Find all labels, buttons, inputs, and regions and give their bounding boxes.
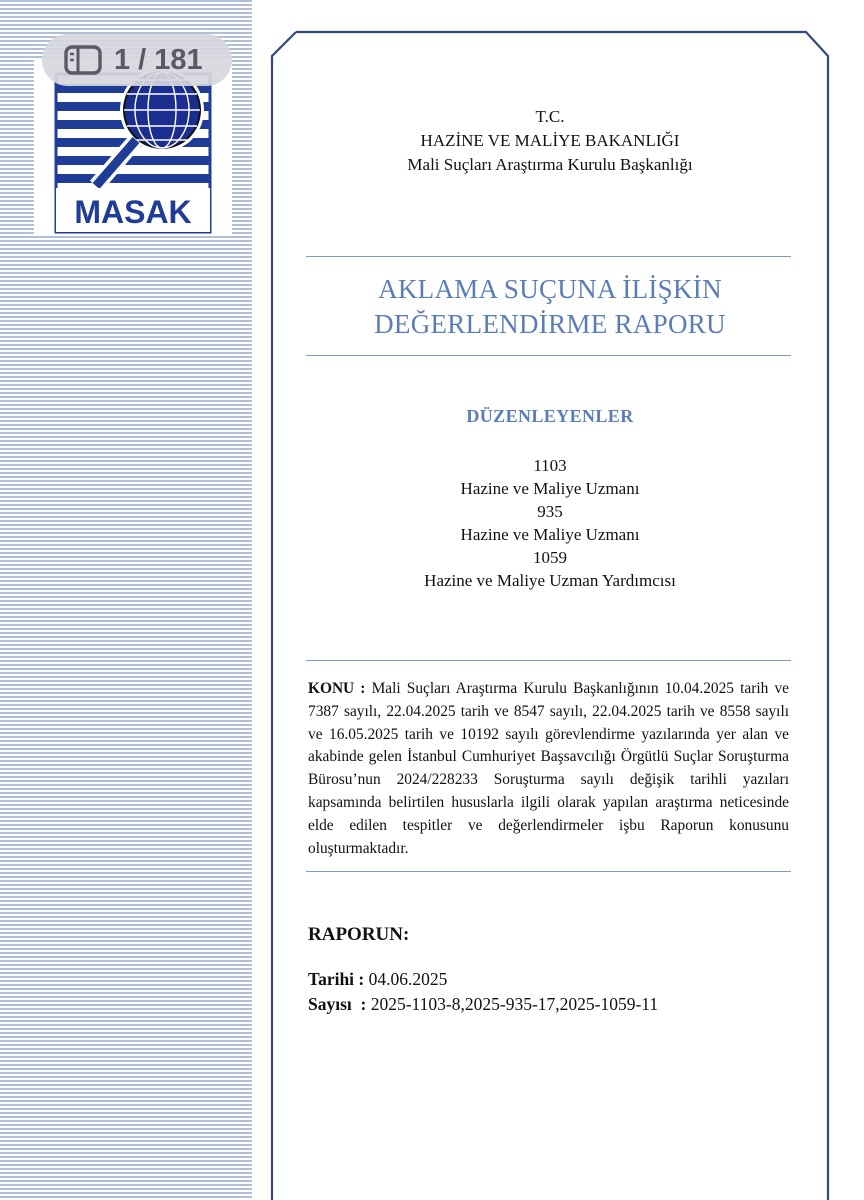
report-number-label: Sayısı :: [308, 994, 367, 1014]
author-id: 1059: [533, 548, 567, 567]
header-department: Mali Suçları Araştırma Kurulu Başkanlığı: [407, 155, 693, 174]
report-title-line1: AKLAMA SUÇUNA İLİŞKİN: [378, 274, 722, 304]
subject-text: Mali Suçları Araştırma Kurulu Başkanlığının 10.04.2025 tarih ve 7387 sayılı, 22.04.2025 tarih ve 8547 sayılı, 22.04.2025 tarih ve 8558 sayılı ve 16.05.2025 tarih ve 10192 sayılı görevlendirme yazılarında yer alan ve akabinde gelen İstanbul Cumhuriyet Başsavcılığı Örgütlü Suçlar Soruşturma Bürosu’nun 2024/228233 Soruşturma sayılı değişik tarihli yazıları kapsamında belirtilen hususlarla ilgili olarak yapılan araştırma neticesinde elde edilen tespitler ve değerlendirmeler işbu Raporun konusunu oluşturmaktadır.: [308, 680, 789, 857]
report-date-value: 04.06.2025: [368, 969, 448, 989]
page-indicator[interactable]: [42, 34, 232, 86]
report-title-line2: DEĞERLENDİRME RAPORU: [374, 309, 726, 339]
header-tc: T.C.: [535, 107, 565, 126]
masak-logo: [34, 60, 232, 236]
subject-label: KONU :: [308, 680, 366, 697]
report-number-value: 2025-1103-8,2025-935-17,2025-1059-11: [370, 994, 659, 1014]
header-ministry: HAZİNE VE MALİYE BAKANLIĞI: [420, 131, 680, 150]
divider: [306, 871, 791, 872]
document-frame: [270, 30, 830, 1200]
report-date-label: Tarihi :: [308, 969, 365, 989]
author-id: 1103: [533, 456, 567, 475]
author-role: Hazine ve Maliye Uzmanı: [460, 525, 640, 544]
report-heading: RAPORUN:: [308, 924, 410, 945]
divider: [306, 660, 791, 661]
report-date-row: [308, 968, 447, 990]
divider: [306, 355, 791, 356]
report-number-row: [308, 993, 658, 1015]
page-indicator-text: 1 / 181: [114, 43, 203, 76]
masak-logo-graphic: [34, 60, 232, 236]
subject-paragraph: [308, 678, 789, 860]
author-id: 935: [537, 502, 563, 521]
sidebar-icon[interactable]: [64, 45, 102, 75]
author-role: Hazine ve Maliye Uzmanı: [460, 479, 640, 498]
divider: [306, 256, 791, 257]
author-role: Hazine ve Maliye Uzman Yardımcısı: [424, 571, 676, 590]
authors-heading: DÜZENLEYENLER: [466, 406, 634, 426]
logo-text: MASAK: [74, 194, 192, 230]
